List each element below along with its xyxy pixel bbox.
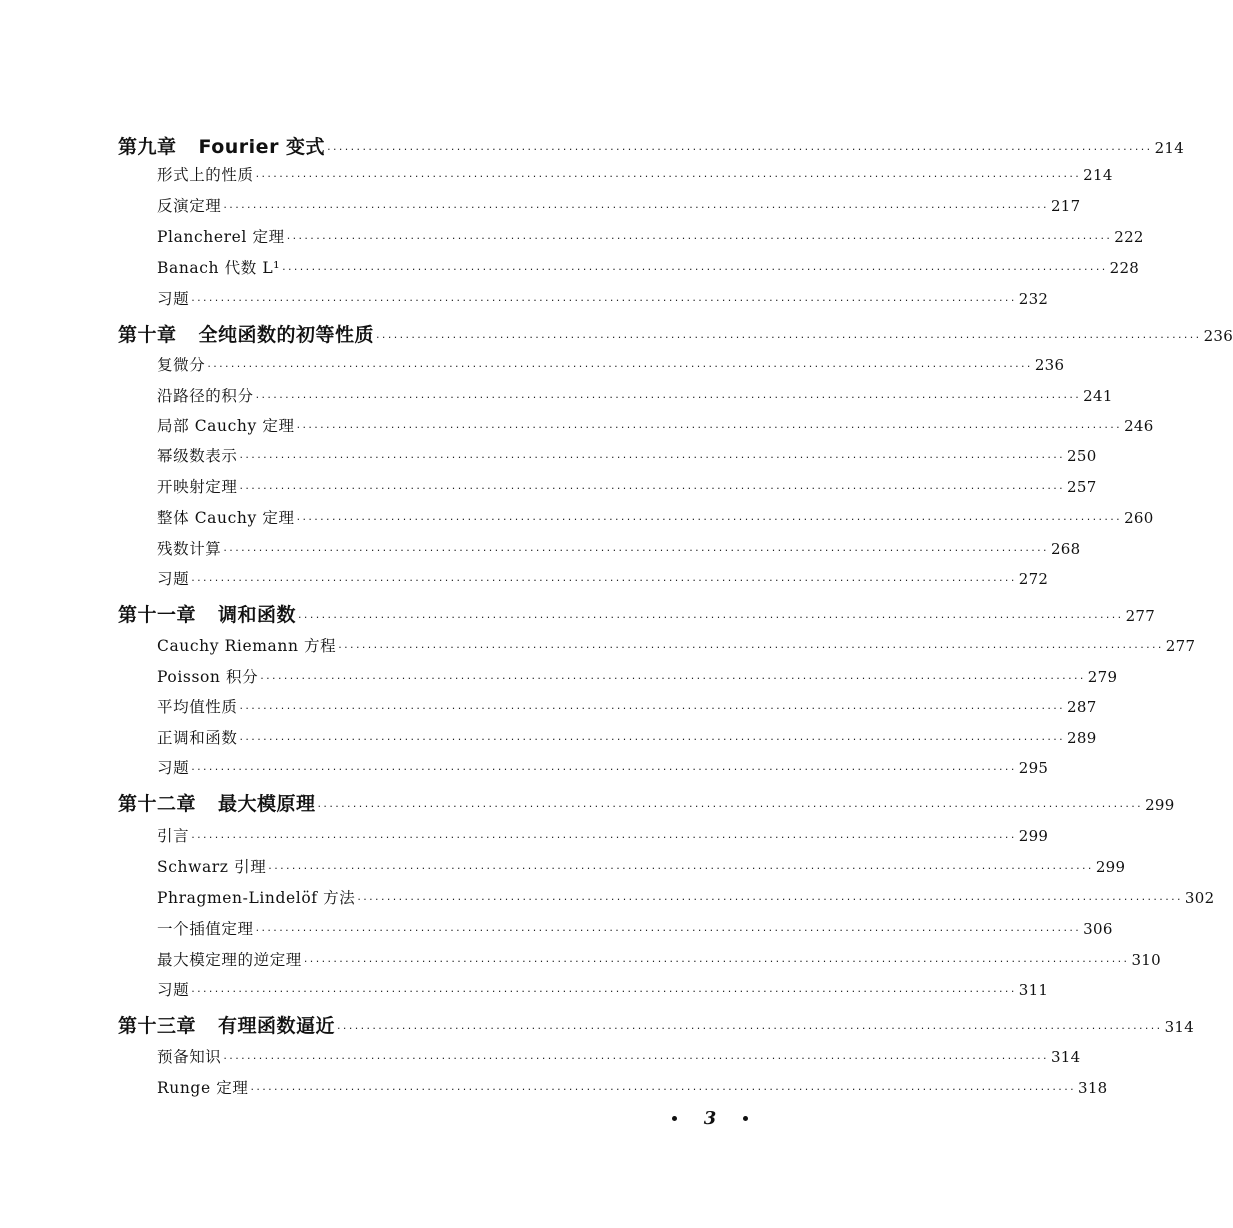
toc-section-entry — [157, 506, 1154, 528]
page-number: 306 — [1083, 920, 1113, 938]
toc-chapter-entry — [118, 789, 1175, 816]
toc-section-entry — [157, 855, 1126, 877]
section-title: Plancherel 定理 — [157, 228, 285, 246]
chapter-title: 调和函数 — [218, 604, 297, 626]
page-number: 217 — [1050, 197, 1081, 215]
page-number: 222 — [1114, 228, 1144, 246]
page-number: 214 — [1083, 166, 1113, 184]
section-title: Schwarz 引理 — [157, 858, 267, 876]
toc-section-entry — [157, 824, 1049, 846]
chapter-number: 第十一章 — [118, 604, 197, 626]
section-title: 开映射定理 — [157, 478, 238, 496]
toc-section-entry — [157, 695, 1097, 717]
page-number: 314 — [1050, 1048, 1081, 1066]
dot-leader: ············································································································································ — [191, 574, 1017, 587]
toc-section-entry — [157, 225, 1144, 247]
dot-leader: ············································································································································ — [296, 513, 1123, 526]
toc-section-entry — [157, 1076, 1108, 1098]
toc-section-entry — [157, 634, 1196, 656]
section-title: 沿路径的积分 — [157, 387, 254, 405]
section-title: 引言 — [157, 827, 190, 845]
dot-leader: ············································································································································ — [255, 391, 1082, 404]
section-title: 预备知识 — [157, 1048, 222, 1066]
section-title: 习题 — [157, 759, 190, 777]
dot-leader: ············································································································································ — [376, 331, 1202, 344]
dot-leader: ············································································································································ — [282, 263, 1108, 276]
toc-chapter-entry — [118, 320, 1233, 347]
page-number: 314 — [1164, 1018, 1195, 1036]
dot-leader: ············································································································································ — [268, 862, 1094, 875]
section-title: 复微分 — [157, 356, 206, 374]
page-number: 277 — [1165, 637, 1196, 655]
page-number: 241 — [1083, 387, 1113, 405]
dot-leader: ············································································································································ — [191, 985, 1017, 998]
dot-leader: ············································································································································ — [255, 170, 1082, 183]
dot-leader: ············································································································································ — [260, 672, 1086, 685]
toc-section-entry — [157, 537, 1081, 559]
page-number-marker: 3 — [703, 1108, 717, 1129]
toc-section-entry — [157, 567, 1049, 589]
dot-leader: ············································································································································ — [327, 143, 1153, 156]
toc-section-entry — [157, 194, 1081, 216]
page-number: 318 — [1078, 1079, 1108, 1097]
page-number: 289 — [1067, 729, 1097, 747]
page-number: 295 — [1018, 759, 1049, 777]
page-number: 299 — [1018, 827, 1049, 845]
page-number: 299 — [1145, 796, 1175, 814]
chapter-title: 全纯函数的初等性质 — [198, 324, 375, 346]
chapter-title: 最大模原理 — [218, 793, 316, 815]
page-number: 257 — [1067, 478, 1097, 496]
dot-leader: ············································································································································ — [303, 955, 1130, 968]
toc-section-entry — [157, 756, 1049, 778]
toc-section-entry — [157, 384, 1113, 406]
dot-leader: ············································································································································ — [338, 641, 1164, 654]
section-title: 最大模定理的逆定理 — [157, 951, 302, 969]
dot-leader: ············································································································································ — [239, 451, 1066, 464]
section-title: 反演定理 — [157, 197, 222, 215]
section-title: Poisson 积分 — [157, 668, 259, 686]
dot-leader: ············································································································································ — [357, 893, 1183, 906]
section-title: 残数计算 — [157, 540, 222, 558]
toc-section-entry — [157, 475, 1097, 497]
section-title: Cauchy Riemann 方程 — [157, 637, 337, 655]
section-title: 形式上的性质 — [157, 166, 254, 184]
dot-leader: ············································································································································ — [296, 421, 1123, 434]
folio-dot-left — [672, 1116, 677, 1121]
section-title: 习题 — [157, 290, 190, 308]
toc-section-entry — [157, 917, 1113, 939]
toc-chapter-entry — [118, 132, 1185, 159]
dot-leader: ············································································································································ — [239, 733, 1066, 746]
section-title: 正调和函数 — [157, 729, 238, 747]
dot-leader: ············································································································································ — [317, 800, 1144, 813]
section-title: 幂级数表示 — [157, 447, 238, 465]
page-number: 279 — [1087, 668, 1118, 686]
section-title: 平均值性质 — [157, 698, 238, 716]
dot-leader: ············································································································································ — [286, 232, 1113, 245]
dot-leader: ············································································································································ — [239, 482, 1066, 495]
dot-leader: ············································································································································ — [191, 763, 1017, 776]
page-number: 236 — [1034, 356, 1065, 374]
toc-chapter-entry — [118, 600, 1156, 627]
section-title: 习题 — [157, 981, 190, 999]
page-number: 272 — [1018, 570, 1049, 588]
section-title: 整体 Cauchy 定理 — [157, 509, 295, 527]
page-number: 268 — [1050, 540, 1081, 558]
toc-section-entry — [157, 886, 1215, 908]
dot-leader: ············································································································································ — [207, 360, 1033, 373]
page-number: 277 — [1125, 607, 1156, 625]
chapter-number: 第九章 — [118, 136, 177, 158]
dot-leader: ············································································································································ — [191, 294, 1017, 307]
toc-section-entry — [157, 414, 1154, 436]
dot-leader: ············································································································································ — [255, 924, 1082, 937]
section-title: 一个插值定理 — [157, 920, 254, 938]
section-title: Banach 代数 L¹ — [157, 259, 281, 277]
page-number: 260 — [1124, 509, 1154, 527]
page-number: 236 — [1203, 327, 1233, 345]
toc-section-entry — [157, 948, 1161, 970]
toc-section-entry — [157, 726, 1097, 748]
toc-section-entry — [157, 444, 1097, 466]
toc-section-entry — [157, 287, 1049, 309]
page-number: 310 — [1131, 951, 1161, 969]
toc-section-entry — [157, 665, 1118, 687]
section-title: 习题 — [157, 570, 190, 588]
page-number: 246 — [1124, 417, 1154, 435]
section-title: Runge 定理 — [157, 1079, 249, 1097]
chapter-title: 有理函数逼近 — [218, 1015, 336, 1037]
chapter-title: Fourier 变式 — [198, 136, 326, 158]
section-title: 局部 Cauchy 定理 — [157, 417, 295, 435]
page-number: 228 — [1109, 259, 1140, 277]
page-number: 232 — [1018, 290, 1049, 308]
dot-leader: ············································································································································ — [250, 1083, 1076, 1096]
dot-leader: ············································································································································ — [239, 702, 1066, 715]
toc-chapter-entry — [118, 1011, 1195, 1038]
chapter-number: 第十三章 — [118, 1015, 197, 1037]
toc-section-entry — [157, 1045, 1081, 1067]
toc-section-entry — [157, 353, 1065, 375]
section-title: Phragmen-Lindelöf 方法 — [157, 889, 356, 907]
page-number: 250 — [1067, 447, 1097, 465]
dot-leader: ············································································································································ — [298, 611, 1124, 624]
dot-leader: ············································································································································ — [223, 201, 1049, 214]
dot-leader: ············································································································································ — [191, 831, 1017, 844]
page-folio — [672, 1108, 748, 1129]
dot-leader: ············································································································································ — [223, 1052, 1049, 1065]
page-number: 311 — [1018, 981, 1049, 999]
dot-leader: ············································································································································ — [337, 1022, 1163, 1035]
page-number: 302 — [1184, 889, 1215, 907]
chapter-number: 第十二章 — [118, 793, 197, 815]
page-number: 214 — [1154, 139, 1185, 157]
toc-section-entry — [157, 163, 1113, 185]
toc-section-entry — [157, 978, 1049, 1000]
page-number: 299 — [1095, 858, 1126, 876]
toc-section-entry — [157, 256, 1140, 278]
page-number: 287 — [1067, 698, 1097, 716]
chapter-number: 第十章 — [118, 324, 177, 346]
dot-leader: ············································································································································ — [223, 544, 1049, 557]
folio-dot-right — [743, 1116, 748, 1121]
